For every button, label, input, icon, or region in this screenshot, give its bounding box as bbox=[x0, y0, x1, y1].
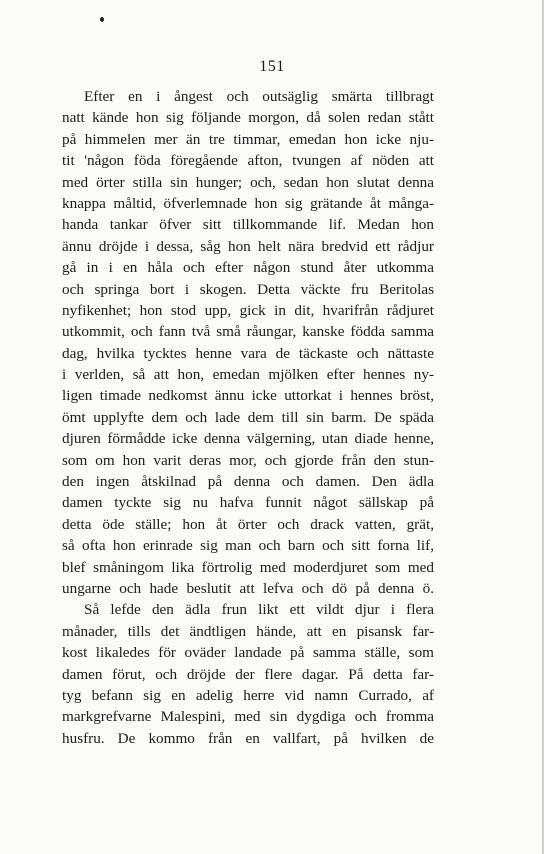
text-line: ligen timade nedkomst ännu icke uttorkat i hennes bröst, bbox=[62, 387, 434, 405]
ink-speck bbox=[100, 17, 104, 22]
text-line: djuren förmådde icke denna välgerning, utan diade henne, bbox=[62, 430, 434, 448]
text-line: ömt upplyfte dem och lade dem till sin barm. De späda bbox=[62, 408, 434, 426]
text-line: och springa bort i skogen. Detta väckte fru Beritolas bbox=[62, 280, 434, 298]
text-line: på himmelen mer än tre timmar, emedan hon icke nju- bbox=[62, 130, 434, 148]
text-line: kost likaledes för oväder landade på samma ställe, som bbox=[62, 644, 434, 662]
text-line: tit 'någon föda föregående afton, tvungen af nöden att bbox=[62, 152, 434, 170]
text-line: Efter en i ångest och outsäglig smärta tillbragt bbox=[84, 88, 434, 105]
text-line: ungarne och hade beslutit att lefva och dö på denna ö. bbox=[62, 579, 434, 597]
text-line: gå in i en håla och efter någon stund åter utkomma bbox=[62, 259, 434, 277]
text-line: dag, hvilka tycktes henne vara de täckaste och nättaste bbox=[62, 344, 434, 362]
text-line: så ofta hon erinrade sig man och barn och sitt forna lif, bbox=[62, 537, 434, 555]
text-line: natt kände hon sig följande morgon, då solen redan stått bbox=[62, 109, 434, 127]
text-line: blef småningom lika förtrolig med moderdjuret som med bbox=[62, 558, 434, 576]
body-text bbox=[62, 86, 434, 749]
text-line: damen förut, och dröjde der flere dagar. På detta far- bbox=[62, 665, 434, 683]
text-line: nyfikenhet; hon stod upp, gick in dit, hvarifrån rådjuret bbox=[62, 301, 434, 319]
text-line: månader, tills det ändtligen hände, att en pisansk far- bbox=[62, 622, 434, 640]
page-number: 151 bbox=[259, 58, 285, 75]
text-line: utkommit, och fann två små råungar, kanske födda samma bbox=[62, 323, 434, 341]
text-line: handa tankar öfver sitt tillkommande lif. Medan hon bbox=[62, 216, 434, 234]
text-line: husfru. De kommo från en vallfart, på hvilken de bbox=[62, 729, 434, 747]
text-line: knappa måltid, öfverlemnade hon sig grätande åt många- bbox=[62, 194, 434, 212]
text-line: med örter stilla sin hunger; och, sedan hon slutat denna bbox=[62, 173, 434, 191]
text-line: som om hon varit deras mor, och gjorde från den stun- bbox=[62, 451, 434, 469]
text-line: i verlden, så att hon, emedan mjölken efter hennes ny- bbox=[62, 366, 434, 384]
text-line: detta öde ställe; hon åt örter och drack vatten, grät, bbox=[62, 515, 434, 533]
text-line: markgrefvarne Malespini, med sin dygdiga och fromma bbox=[62, 708, 434, 726]
text-line: Så lefde den ädla frun likt ett vildt djur i flera bbox=[84, 601, 434, 619]
text-line: tyg befann sig en adelig herre vid namn Currado, af bbox=[62, 686, 434, 704]
text-line: den ingen åtskilnad på denna och damen. Den ädla bbox=[62, 473, 434, 491]
text-line: damen tyckte sig nu hafva funnit något sällskap på bbox=[62, 494, 434, 512]
text-line: ännu dröjde i dessa, såg hon helt nära bredvid ett rådjur bbox=[62, 237, 434, 255]
